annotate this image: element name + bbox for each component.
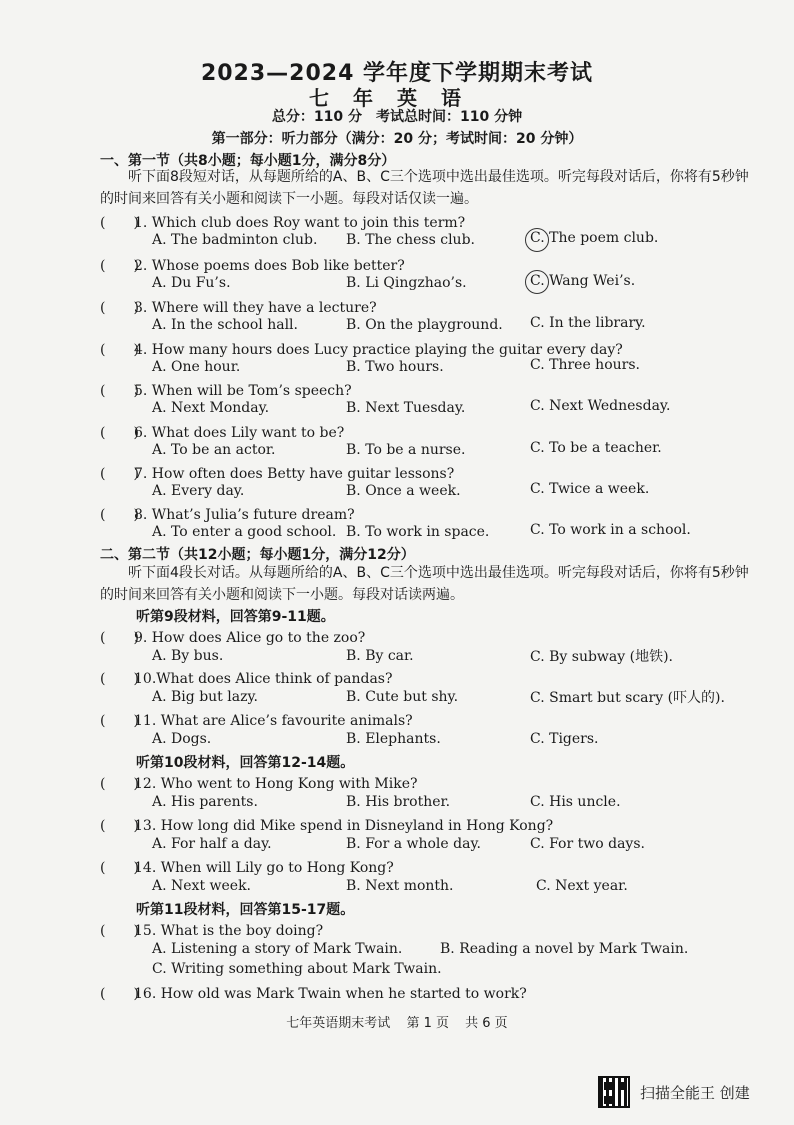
question-text: 10.What does Alice think of pandas? [134, 671, 393, 687]
question-text: 14. When will Lily go to Hong Kong? [134, 860, 394, 876]
option-b: B. The chess club. [346, 232, 475, 248]
option-a: A. The badminton club. [152, 232, 318, 248]
option-b: B. On the playground. [346, 317, 503, 333]
question-9 [100, 627, 365, 647]
material-heading: 听第10段材料，回答第12-14题。 [136, 755, 355, 771]
option-b: B. By car. [346, 648, 414, 664]
option-b: B. Cute but shy. [346, 689, 459, 705]
option-b: B. Two hours. [346, 359, 444, 375]
option-c: C. Wang Wei’s. [530, 273, 636, 289]
option-b: B. Next month. [346, 878, 454, 894]
question-text: 9. How does Alice go to the zoo? [134, 630, 366, 646]
option-b: B. To work in space. [346, 524, 490, 540]
exam-meta: 总分：110 分 考试总时间：110 分钟 [271, 109, 523, 125]
question-text: 12. Who went to Hong Kong with Mike? [134, 776, 418, 792]
question-8 [100, 504, 355, 524]
footer-page-number: 第 1 页 [406, 1016, 449, 1031]
question-15 [100, 920, 323, 940]
question-16 [100, 983, 527, 1003]
question-3 [100, 297, 377, 317]
question-11 [100, 710, 413, 730]
option-b: B. Elephants. [346, 731, 441, 747]
answer-bracket[interactable]: ( ) [100, 860, 139, 876]
option-b: B. Next Tuesday. [346, 400, 466, 416]
footer-exam-name: 七年英语期末考试 [286, 1016, 391, 1031]
option-b: B. Reading a novel by Mark Twain. [440, 941, 689, 957]
question-text: 5. When will be Tom’s speech? [134, 383, 352, 399]
section1-instructions: 听下面8段短对话，从每题所给的A、B、C三个选项中选出最佳选项。听完每段对话后，你将有5秒钟的时间来回答有关小题和阅读下一小题。每段对话仅读一遍。 [100, 169, 749, 207]
answer-bracket[interactable]: ( ) [100, 466, 139, 482]
answer-bracket[interactable]: ( ) [100, 630, 139, 646]
answer-bracket[interactable]: ( ) [100, 425, 139, 441]
question-5 [100, 380, 352, 400]
option-c: C. Next Wednesday. [530, 398, 671, 414]
option-b: B. To be a nurse. [346, 442, 466, 458]
section1-heading: 一、第一节（共8小题；每小题1分，满分8分） [100, 153, 396, 169]
question-text: 1. Which club does Roy want to join this term? [134, 215, 466, 231]
option-a: A. To be an actor. [152, 442, 276, 458]
answer-bracket[interactable]: ( ) [100, 776, 139, 792]
option-b: B. His brother. [346, 794, 451, 810]
option-a: A. For half a day. [152, 836, 272, 852]
option-c: C. For two days. [530, 836, 645, 852]
option-a: A. One hour. [152, 359, 241, 375]
answer-bracket[interactable]: ( ) [100, 258, 139, 274]
footer-total-pages: 共 6 页 [465, 1016, 508, 1031]
question-10 [100, 668, 393, 688]
option-a: A. His parents. [152, 794, 258, 810]
option-a: A. Every day. [152, 483, 245, 499]
scanner-watermark: 扫描全能王 创建 [640, 1084, 750, 1102]
material-heading: 听第9段材料，回答第9-11题。 [136, 609, 335, 625]
option-c: C. To be a teacher. [530, 440, 662, 456]
exam-subject: 七年英语 [309, 86, 485, 110]
option-a: A. Du Fu’s. [152, 275, 231, 291]
question-7 [100, 463, 454, 483]
option-c: C. To work in a school. [530, 522, 691, 538]
question-text: 13. How long did Mike spend in Disneyland in Hong Kong? [134, 818, 554, 834]
page-footer [0, 1012, 794, 1031]
option-c: C. His uncle. [530, 794, 621, 810]
question-text: 8. What’s Julia’s future dream? [134, 507, 355, 523]
question-text: 4. How many hours does Lucy practice playing the guitar every day? [134, 342, 623, 358]
exam-title: 2023—2024 学年度下学期期末考试 [200, 61, 594, 86]
option-c: C. In the library. [530, 315, 646, 331]
answer-bracket[interactable]: ( ) [100, 342, 139, 358]
option-a: A. Next week. [152, 878, 252, 894]
answer-bracket[interactable]: ( ) [100, 818, 139, 834]
material-heading: 听第11段材料，回答第15-17题。 [136, 902, 355, 918]
option-a: A. Dogs. [152, 731, 212, 747]
answer-bracket[interactable]: ( ) [100, 986, 139, 1002]
option-a: A. In the school hall. [152, 317, 298, 333]
question-text: 11. What are Alice’s favourite animals? [134, 713, 413, 729]
option-a: A. To enter a good school. [152, 524, 337, 540]
answer-bracket[interactable]: ( ) [100, 300, 139, 316]
question-text: 2. Whose poems does Bob like better? [134, 258, 405, 274]
option-b: B. Once a week. [346, 483, 461, 499]
option-c: C. The poem club. [530, 230, 659, 246]
question-4 [100, 339, 623, 359]
option-b: B. Li Qingzhao’s. [346, 275, 467, 291]
option-c: C. Twice a week. [530, 481, 650, 497]
answer-bracket[interactable]: ( ) [100, 215, 139, 231]
option-b: B. For a whole day. [346, 836, 481, 852]
option-a: A. Listening a story of Mark Twain. [152, 941, 403, 957]
question-text: 6. What does Lily want to be? [134, 425, 345, 441]
option-a: A. Big but lazy. [152, 689, 258, 705]
option-c: C. Next year. [536, 878, 628, 894]
question-text: 3. Where will they have a lecture? [134, 300, 377, 316]
question-text: 7. How often does Betty have guitar lessons? [134, 466, 455, 482]
option-c: C. Tigers. [530, 731, 599, 747]
option-c: C. Three hours. [530, 357, 640, 373]
option-c: C. Writing something about Mark Twain. [152, 961, 442, 977]
option-c: C. Smart but scary (吓人的). [530, 690, 725, 706]
section2-instructions: 听下面4段长对话。从每题所给的A、B、C三个选项中选出最佳选项。听完每段对话后，你将有5秒钟的时间来回答有关小题和阅读下一小题。每段对话读两遍。 [100, 565, 749, 603]
option-a: A. By bus. [152, 648, 224, 664]
option-c: C. By subway (地铁). [530, 649, 673, 665]
question-text: 15. What is the boy doing? [134, 923, 324, 939]
section2-heading: 二、第二节（共12小题；每小题1分，满分12分） [100, 547, 415, 563]
question-14 [100, 857, 394, 877]
question-6 [100, 422, 344, 442]
answer-bracket[interactable]: ( ) [100, 671, 139, 687]
answer-bracket[interactable]: ( ) [100, 507, 139, 523]
question-12 [100, 773, 418, 793]
question-13 [100, 815, 553, 835]
part-heading: 第一部分：听力部分（满分：20 分；考试时间：20 分钟） [211, 131, 583, 147]
answer-bracket[interactable]: ( ) [100, 713, 139, 729]
question-1 [100, 212, 465, 232]
question-text: 16. How old was Mark Twain when he started to work? [134, 986, 527, 1002]
option-a: A. Next Monday. [152, 400, 270, 416]
answer-bracket[interactable]: ( ) [100, 923, 139, 939]
answer-bracket[interactable]: ( ) [100, 383, 139, 399]
question-2 [100, 255, 405, 275]
qr-code-icon [598, 1076, 630, 1108]
